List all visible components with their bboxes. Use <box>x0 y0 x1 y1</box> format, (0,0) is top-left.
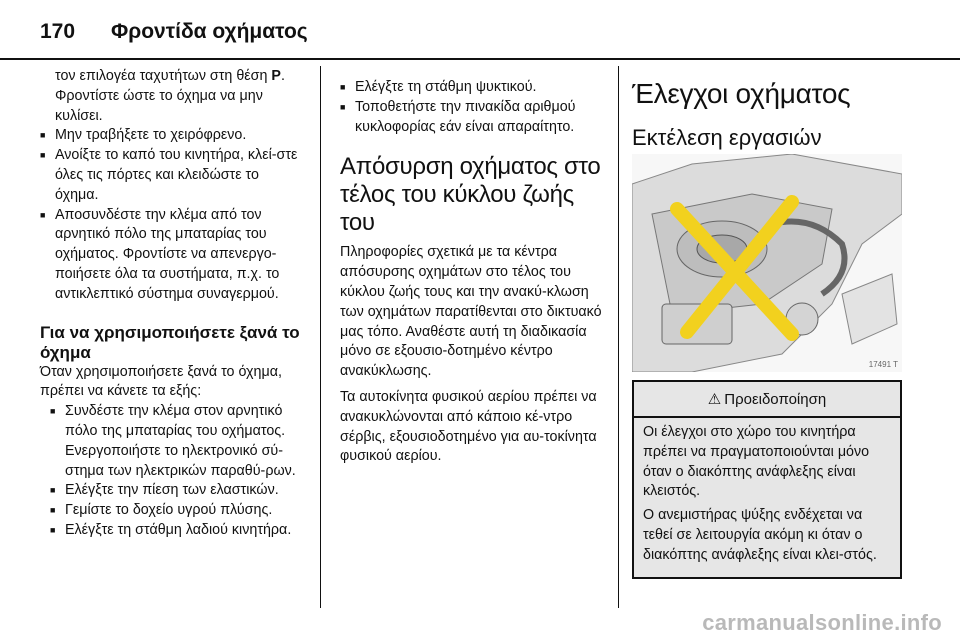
figure-code: 17491 T <box>868 360 898 369</box>
engine-bay-illustration <box>632 154 902 372</box>
list-item: ■ Ελέγξτε τη στάθμη λαδιού κινητήρα. <box>50 521 306 541</box>
section-heading-disposal: Απόσυρση οχήματος στο τέλος του κύκλου ζωής του <box>340 153 601 237</box>
watermark: carmanualsonline.info <box>702 610 942 635</box>
page-number: 170 <box>40 20 76 43</box>
warning-paragraph: Ο ανεμιστήρας ψύξης ενδέχεται να τεθεί σε λειτουργία ακόμη κι όταν ο διακόπτης ανάφλεξης είναι κλει-στός. <box>643 507 877 563</box>
list-item: ■ Αποσυνδέστε την κλέμα από τον αρνητικό πόλο της μπαταρίας του οχήματος. Φροντίστε να απενεργο-ποιήσετε όλα τα συστήματα, π.χ. το αντικλεπτικό σύστημα συναγερμού. <box>40 206 306 305</box>
column-divider-2 <box>618 66 619 608</box>
warning-header <box>634 382 900 418</box>
column-2 <box>340 78 606 467</box>
warning-paragraph: Οι έλεγχοι στο χώρο του κινητήρα πρέπει να πραγματοποιούνται μόνο όταν ο διακόπτης ανάφλεξης είναι κλειστός. <box>643 424 870 500</box>
warning-title: Προειδοποίηση <box>724 390 827 408</box>
warning-body <box>634 418 900 566</box>
column-divider-1 <box>320 66 321 608</box>
list-item: ■ Γεμίστε το δοχείο υγρού πλύσης. <box>50 501 306 521</box>
subsection-heading: Εκτέλεση εργασιών <box>632 125 822 150</box>
list-item: ■ Μην τραβήξετε το χειρόφρενο. <box>40 126 306 146</box>
column-1 <box>40 67 306 541</box>
gas-vehicle-paragraph: Τα αυτοκίνητα φυσικού αερίου πρέπει να ανακυκλώνονται από κάποιο κέ-ντρο σέρβις, εξουσιοδοτημένο για αυ-τοκίνητα φυσικού αερίου. <box>340 388 597 465</box>
page-header <box>0 0 960 58</box>
list-item: ■ Ελέγξτε τη στάθμη ψυκτικού. <box>340 78 606 98</box>
continued-text: τον επιλογέα ταχυτήτων στη θέση P. Φροντίστε ώστε το όχημα να μην κυλίσει. <box>55 68 285 124</box>
header-rule <box>0 58 960 60</box>
chapter-heading: Έλεγχοι οχήματος <box>632 78 851 109</box>
list-item: ■ Ανοίξτε το καπό του κινητήρα, κλεί-στε όλες τις πόρτες και κλειδώστε το όχημα. <box>40 146 306 205</box>
list-item: ■ Τοποθετήστε την πινακίδα αριθμού κυκλοφορίας εάν είναι απαραίτητο. <box>340 98 606 138</box>
reuse-intro: Όταν χρησιμοποιήσετε ξανά το όχημα, πρέπει να κάνετε τα εξής: <box>40 363 282 400</box>
page-title: Φροντίδα οχήματος <box>111 20 308 43</box>
warning-triangle-icon: ⚠ <box>707 391 722 408</box>
section-heading-reuse: Για να χρησιμοποιήσετε ξανά το όχημα <box>40 322 300 362</box>
list-item: ■ Συνδέστε την κλέμα στον αρνητικό πόλο της μπαταρίας του οχήματος. Ενεργοποιήστε το ηλεκτρονικό σύ-στημα των ηλεκτρικών παραθύ-ρων. <box>50 402 306 481</box>
list-item: ■ Ελέγξτε την πίεση των ελαστικών. <box>50 481 306 501</box>
disposal-paragraph: Πληροφορίες σχετικά με τα κέντρα απόσυρσης οχημάτων στο τέλος του κύκλου ζωής τους και την ανακύ-κλωση των οχημάτων παρατίθενται στο δικτυακό μας τόπο. Αναθέστε αυτή τη διαδικασία μόνο σε εξουσιο-δοτημένο κέντρο ανακύκλωσης. <box>340 244 602 380</box>
engine-bay-drawing <box>632 154 902 372</box>
warning-box <box>632 380 902 579</box>
column-3 <box>632 78 902 152</box>
